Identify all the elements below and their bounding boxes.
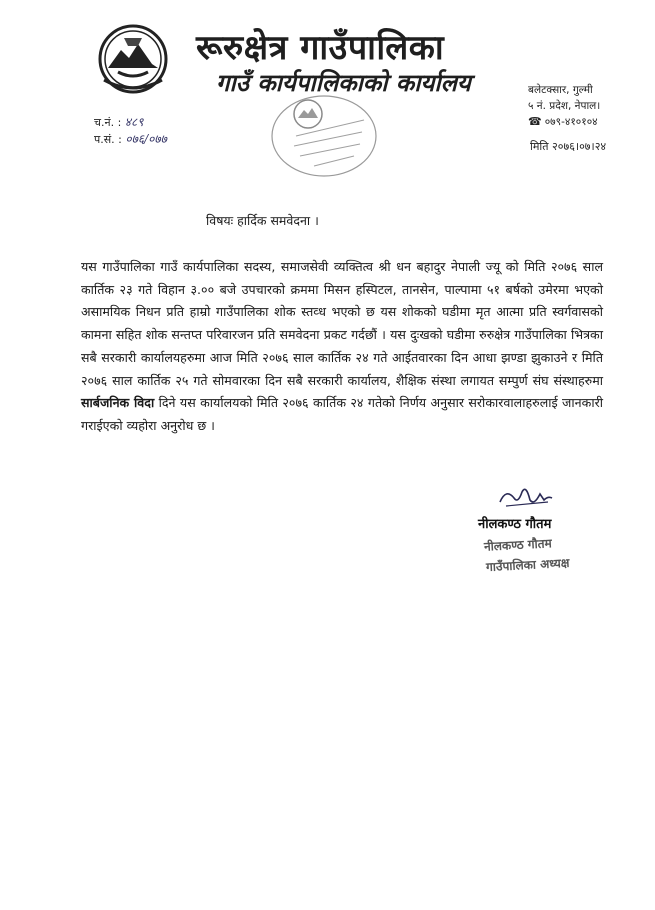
reference-block (94, 114, 167, 148)
subject-line: विषयः हार्दिक समवेदना । (206, 213, 319, 228)
chalani-number (94, 114, 167, 131)
fiscal-year (94, 131, 167, 148)
chalani-value: ४८९ (124, 115, 144, 129)
signatory-stamp-title: गाउँपालिका अध्यक्ष (485, 555, 570, 575)
letter-body (81, 256, 603, 438)
phone-number: ०७९-४१०१०४ (544, 116, 598, 128)
organization-title: रूरुक्षेत्र गाउँपालिका (196, 28, 445, 68)
letter-date: मिति २०७६।०७।२४ (530, 140, 607, 153)
address-line-1: बलेटक्सार, गुल्मी (528, 84, 593, 96)
address-block (528, 82, 600, 130)
fiscal-year-value: ०७६/०७७ (125, 132, 167, 146)
body-text-bold: सार्बजनिक विदा (81, 395, 155, 411)
signatory-name: नीलकण्ठ गौतम (478, 517, 552, 532)
address-line-2: ५ नं. प्रदेश, नेपाल। (528, 100, 601, 112)
chalani-label: च.नं. : (94, 116, 122, 129)
body-text-part-2: दिने यस कार्यालयको मिति २०७६ कार्तिक २४ गतेको निर्णय अनुसार सरोकारवालाहरुलाई जानकारी गराईएको व्यहोरा अनुरोध छ । (81, 395, 603, 433)
body-text-part-1: यस गाउँपालिका गाउँ कार्यपालिका सदस्य, समाजसेवी व्यक्तित्व श्री धन बहादुर नेपाली ज्यू को मिति २०७६ साल कार्तिक २३ गते विहान ३.०० बजे उपचारको क्रममा मिसन हस्पिटल, तानसेन, पाल्पामा ५१ बर्षको उमेरमा भएको असामयिक निधन प्रति हाम्रो गाउँपालिका शोक स्तव्ध भएको छ यस शोकको घडीमा मृत आत्मा प्रति स्वर्गवासको कामना सहित शोक सन्तप्त परिवारजन प्रति समवेदना प्रकट गर्दछौं । यस दुःखको घडीमा रुरुक्षेत्र गाउँपालिका भित्रका सबै सरकारी कार्यालयहरुमा आज मिति २०७६ साल कार्तिक २४ गते आईतवारका दिन आधा झण्डा झुकाउने र मिति २०७६ साल कार्तिक २५ गते सोमवारका दिन सबै सरकारी कार्यालय, शैक्षिक संस्था लगायत सम्पुर्ण संघ संस्थाहरुमा (81, 259, 603, 388)
body-paragraph (81, 256, 603, 438)
signature (496, 480, 556, 510)
office-subtitle: गाउँ कार्यपालिकाको कार्यालय (216, 69, 471, 97)
nepal-emblem-icon (94, 24, 172, 94)
office-stamp (268, 90, 380, 182)
signatory-stamp-name: नीलकण्ठ गौतम (483, 536, 553, 554)
fiscal-year-label: प.सं. : (94, 133, 122, 146)
phone-line (528, 114, 600, 130)
telephone-icon: ☎ (528, 115, 542, 128)
